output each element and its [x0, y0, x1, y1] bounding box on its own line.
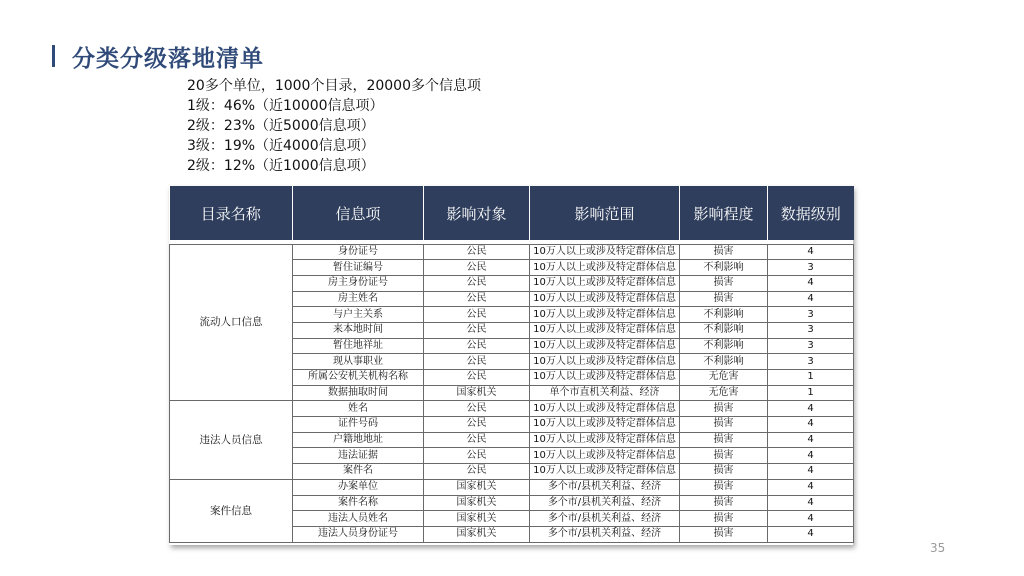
- data-level-cell: 4: [768, 401, 854, 417]
- summary-line: 3级：19%（近4000信息项）: [187, 138, 375, 154]
- impact-target-cell: 公民: [424, 291, 530, 307]
- impact-degree-cell: 无危害: [680, 370, 768, 386]
- info-item-cell: 房主身份证号: [293, 275, 424, 291]
- summary-line: 2级：23%（近5000信息项）: [187, 118, 375, 134]
- data-level-cell: 3: [768, 260, 854, 276]
- classification-table: [169, 186, 854, 543]
- impact-target-cell: 国家机关: [424, 385, 530, 401]
- data-level-cell: 3: [768, 307, 854, 323]
- page-title: 分类分级落地清单: [72, 46, 264, 72]
- data-level-cell: 4: [768, 448, 854, 464]
- info-item-cell: 暂住地祥址: [293, 338, 424, 354]
- impact-target-cell: 公民: [424, 260, 530, 276]
- data-level-cell: 4: [768, 275, 854, 291]
- info-item-cell: 证件号码: [293, 417, 424, 433]
- info-item-cell: 案件名称: [293, 495, 424, 511]
- impact-scope-cell: 10万人以上或涉及特定群体信息: [530, 370, 680, 386]
- impact-scope-cell: 多个市/县机关利益、经济: [530, 526, 680, 542]
- impact-scope-cell: 10万人以上或涉及特定群体信息: [530, 464, 680, 480]
- classification-table-container: [169, 186, 853, 545]
- info-item-cell: 违法人员姓名: [293, 511, 424, 527]
- impact-target-cell: 公民: [424, 401, 530, 417]
- impact-scope-cell: 多个市/县机关利益、经济: [530, 479, 680, 495]
- table-header-row: [170, 186, 854, 240]
- impact-scope-cell: 10万人以上或涉及特定群体信息: [530, 244, 680, 260]
- table-row: [170, 479, 854, 495]
- impact-degree-cell: 损害: [680, 511, 768, 527]
- impact-scope-cell: 10万人以上或涉及特定群体信息: [530, 354, 680, 370]
- summary-block: [187, 76, 481, 176]
- summary-line: 2级：12%（近1000信息项）: [187, 158, 375, 174]
- info-item-cell: 所属公安机关机构名称: [293, 370, 424, 386]
- impact-degree-cell: 损害: [680, 526, 768, 542]
- data-level-cell: 4: [768, 526, 854, 542]
- impact-degree-cell: 损害: [680, 479, 768, 495]
- impact-target-cell: 公民: [424, 322, 530, 338]
- impact-degree-cell: 损害: [680, 448, 768, 464]
- impact-scope-cell: 10万人以上或涉及特定群体信息: [530, 307, 680, 323]
- info-item-cell: 违法人员身份证号: [293, 526, 424, 542]
- data-level-cell: 4: [768, 244, 854, 260]
- impact-degree-cell: 不利影响: [680, 338, 768, 354]
- header-info-item: 信息项: [293, 186, 424, 240]
- impact-target-cell: 公民: [424, 244, 530, 260]
- impact-degree-cell: 不利影响: [680, 322, 768, 338]
- summary-line: 1级：46%（近10000信息项）: [187, 98, 384, 114]
- catalog-name-cell: 违法人员信息: [170, 401, 293, 479]
- table-body: [170, 240, 854, 542]
- table-row: [170, 244, 854, 260]
- impact-target-cell: 国家机关: [424, 495, 530, 511]
- impact-degree-cell: 损害: [680, 432, 768, 448]
- info-item-cell: 暂住证编号: [293, 260, 424, 276]
- info-item-cell: 现从事职业: [293, 354, 424, 370]
- impact-scope-cell: 10万人以上或涉及特定群体信息: [530, 401, 680, 417]
- impact-scope-cell: 10万人以上或涉及特定群体信息: [530, 275, 680, 291]
- info-item-cell: 身份证号: [293, 244, 424, 260]
- impact-scope-cell: 10万人以上或涉及特定群体信息: [530, 417, 680, 433]
- impact-scope-cell: 单个市直机关利益、经济: [530, 385, 680, 401]
- impact-target-cell: 国家机关: [424, 479, 530, 495]
- impact-target-cell: 公民: [424, 275, 530, 291]
- impact-scope-cell: 多个市/县机关利益、经济: [530, 495, 680, 511]
- data-level-cell: 4: [768, 432, 854, 448]
- info-item-cell: 来本地时间: [293, 322, 424, 338]
- impact-degree-cell: 损害: [680, 244, 768, 260]
- summary-line: 20多个单位，1000个目录，20000多个信息项: [187, 78, 481, 94]
- impact-scope-cell: 10万人以上或涉及特定群体信息: [530, 448, 680, 464]
- data-level-cell: 4: [768, 417, 854, 433]
- impact-target-cell: 国家机关: [424, 511, 530, 527]
- info-item-cell: 户籍地地址: [293, 432, 424, 448]
- data-level-cell: 4: [768, 495, 854, 511]
- data-level-cell: 4: [768, 511, 854, 527]
- impact-target-cell: 公民: [424, 307, 530, 323]
- header-impact-degree: 影响程度: [680, 186, 768, 240]
- impact-degree-cell: 不利影响: [680, 307, 768, 323]
- data-level-cell: 1: [768, 370, 854, 386]
- impact-target-cell: 公民: [424, 432, 530, 448]
- data-level-cell: 1: [768, 385, 854, 401]
- info-item-cell: 违法证据: [293, 448, 424, 464]
- impact-degree-cell: 损害: [680, 401, 768, 417]
- impact-degree-cell: 不利影响: [680, 354, 768, 370]
- header-data-level: 数据级别: [768, 186, 854, 240]
- info-item-cell: 房主姓名: [293, 291, 424, 307]
- info-item-cell: 数据抽取时间: [293, 385, 424, 401]
- impact-scope-cell: 10万人以上或涉及特定群体信息: [530, 338, 680, 354]
- impact-degree-cell: 损害: [680, 417, 768, 433]
- info-item-cell: 案件名: [293, 464, 424, 480]
- impact-target-cell: 公民: [424, 448, 530, 464]
- impact-degree-cell: 不利影响: [680, 260, 768, 276]
- data-level-cell: 4: [768, 464, 854, 480]
- impact-degree-cell: 损害: [680, 275, 768, 291]
- impact-target-cell: 公民: [424, 338, 530, 354]
- catalog-name-cell: 流动人口信息: [170, 244, 293, 401]
- impact-target-cell: 公民: [424, 464, 530, 480]
- table-row: [170, 401, 854, 417]
- impact-scope-cell: 多个市/县机关利益、经济: [530, 511, 680, 527]
- impact-target-cell: 公民: [424, 417, 530, 433]
- page-number: 35: [930, 541, 946, 555]
- impact-scope-cell: 10万人以上或涉及特定群体信息: [530, 322, 680, 338]
- impact-degree-cell: 无危害: [680, 385, 768, 401]
- impact-degree-cell: 损害: [680, 464, 768, 480]
- data-level-cell: 3: [768, 338, 854, 354]
- data-level-cell: 4: [768, 479, 854, 495]
- header-impact-scope: 影响范围: [530, 186, 680, 240]
- catalog-name-cell: 案件信息: [170, 479, 293, 542]
- data-level-cell: 4: [768, 291, 854, 307]
- title-accent-bar: [52, 45, 55, 67]
- info-item-cell: 姓名: [293, 401, 424, 417]
- header-catalog-name: 目录名称: [170, 186, 293, 240]
- impact-scope-cell: 10万人以上或涉及特定群体信息: [530, 260, 680, 276]
- info-item-cell: 办案单位: [293, 479, 424, 495]
- impact-degree-cell: 损害: [680, 291, 768, 307]
- impact-target-cell: 公民: [424, 370, 530, 386]
- data-level-cell: 3: [768, 354, 854, 370]
- header-impact-target: 影响对象: [424, 186, 530, 240]
- impact-degree-cell: 损害: [680, 495, 768, 511]
- info-item-cell: 与户主关系: [293, 307, 424, 323]
- impact-scope-cell: 10万人以上或涉及特定群体信息: [530, 291, 680, 307]
- impact-target-cell: 国家机关: [424, 526, 530, 542]
- impact-scope-cell: 10万人以上或涉及特定群体信息: [530, 432, 680, 448]
- impact-target-cell: 公民: [424, 354, 530, 370]
- data-level-cell: 3: [768, 322, 854, 338]
